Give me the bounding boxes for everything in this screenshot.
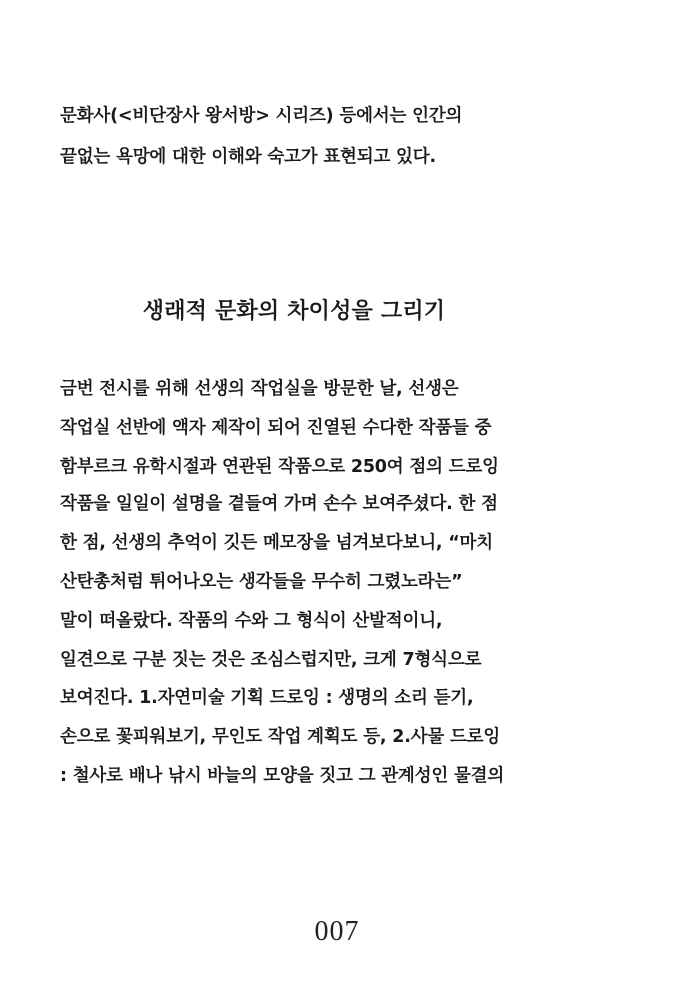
body-line-6: 산탄총처럼 튀어나오는 생각들을 무수히 그렸노라는” — [60, 572, 463, 592]
body-line-3: 함부르크 유학시절과 연관된 작품으로 250여 점의 드로잉 — [60, 457, 499, 477]
section-heading: 생래적 문화의 차이성을 그리기 — [142, 299, 446, 324]
body-line-11: : 철사로 배나 낚시 바늘의 모양을 짓고 그 관계성인 물결의 — [60, 766, 505, 786]
body-line-1: 금번 전시를 위해 선생의 작업실을 방문한 날, 선생은 — [60, 379, 459, 399]
body-line-2: 작업실 선반에 액자 제작이 되어 진열된 수다한 작품들 중 — [60, 418, 492, 438]
intro-line-1: 문화사(<비단장사 왕서방> 시리즈) 등에서는 인간의 — [60, 106, 463, 126]
page-number: 007 — [314, 916, 360, 947]
intro-line-2: 끝없는 욕망에 대한 이해와 숙고가 표현되고 있다. — [60, 147, 436, 167]
body-line-10: 손으로 꽃피워보기, 무인도 작업 계획도 등, 2.사물 드로잉 — [60, 727, 501, 747]
body-line-5: 한 점, 선생의 추억이 깃든 메모장을 넘겨보다보니, “마치 — [60, 533, 493, 553]
body-line-4: 작품을 일일이 설명을 곁들여 가며 손수 보여주셨다. 한 점 — [60, 494, 498, 514]
body-line-7: 말이 떠올랐다. 작품의 수와 그 형식이 산발적이니, — [60, 611, 443, 631]
body-line-8: 일견으로 구분 짓는 것은 조심스럽지만, 크게 7형식으로 — [60, 650, 482, 670]
body-line-9: 보여진다. 1.자연미술 기획 드로잉 : 생명의 소리 듣기, — [60, 688, 474, 708]
